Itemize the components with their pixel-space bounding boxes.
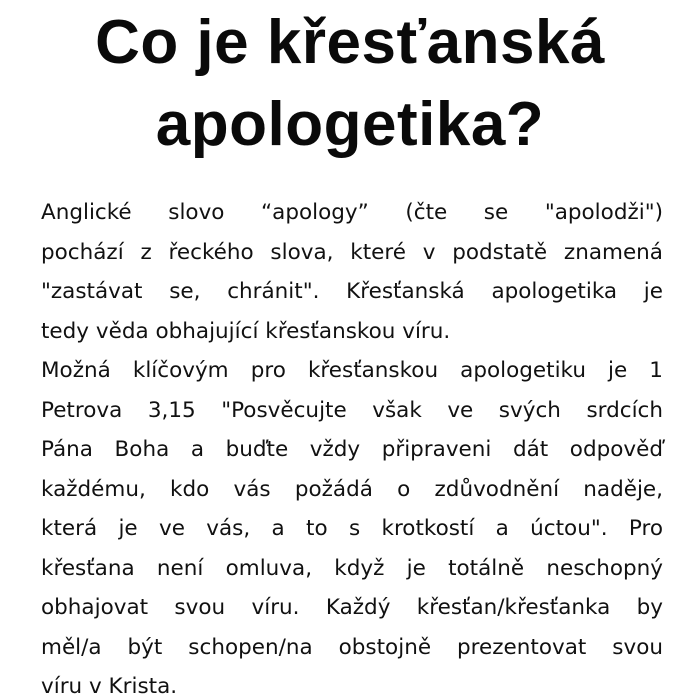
- text-line: "zastávat se, chránit". Křesťanská apologetika je: [41, 279, 663, 304]
- text-line: pochází z řeckého slova, které v podstatě znamená: [41, 239, 663, 265]
- text-line: Možná klíčovým pro křesťanskou apologetiku je 1: [41, 358, 663, 383]
- paragraph-scripture: [41, 351, 663, 700]
- paragraph-definition: [41, 193, 663, 351]
- title-line-1: Co je křesťanská: [95, 8, 605, 77]
- text-line: obhajovat svou víru. Každý křesťan/křesťanka by: [41, 595, 663, 620]
- text-line: křesťana není omluva, když je totálně neschopný: [41, 555, 663, 581]
- text-line: Pána Boha a buďte vždy připraveni dát odpověď: [41, 437, 663, 462]
- text-line: Anglické slovo “apology” (čte se "apolodži"): [41, 200, 663, 225]
- text-line: tedy věda obhajující křesťanskou víru.: [41, 318, 451, 344]
- text-line: měl/a být schopen/na obstojně prezentovat svou: [41, 634, 663, 660]
- title-line-2: apologetika?: [155, 90, 545, 159]
- page-title: [0, 2, 700, 166]
- text-line: Petrova 3,15 "Posvěcujte však ve svých srdcích: [41, 397, 663, 423]
- text-line: každému, kdo vás požádá o zdůvodnění naděje,: [41, 476, 663, 502]
- body-text: [41, 193, 663, 700]
- text-line: víru v Krista.: [41, 674, 178, 699]
- text-line: která je ve vás, a to s krotkostí a úctou". Pro: [41, 516, 663, 541]
